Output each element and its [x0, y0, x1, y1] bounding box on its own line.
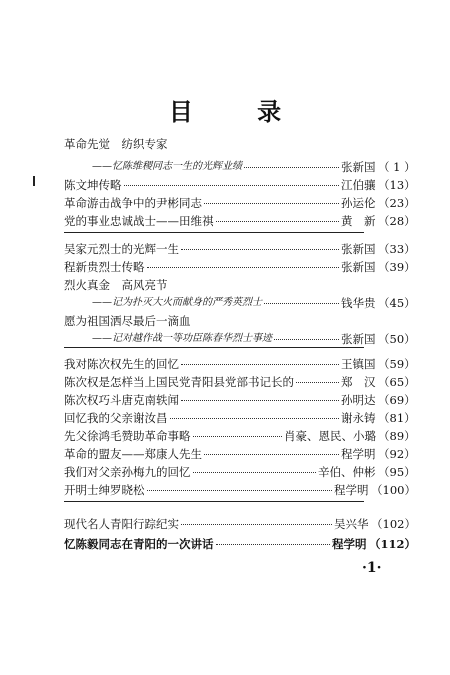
toc-entry — [0, 427, 450, 445]
toc-entry-title: 现代名人青阳行踪纪实 — [64, 517, 179, 531]
toc-entry-title: 我对陈次权先生的回忆 — [64, 357, 179, 371]
toc-entry-page: （112） — [369, 537, 417, 551]
toc-entry — [0, 276, 450, 294]
toc-entry-page: （102） — [371, 517, 416, 531]
toc-entry — [0, 258, 450, 276]
toc-entry-title: 党的事业忠诚战士——田维祺 — [64, 214, 214, 228]
toc-entry — [0, 355, 450, 373]
toc-entry-title: 陈次权巧斗唐克南轶闻 — [64, 393, 179, 407]
toc-entry-author: 王镇国 — [341, 357, 376, 371]
toc-entry-page: （ 1 ） — [378, 160, 416, 174]
toc-entry-title: 革命游击战争中的尹彬同志 — [64, 196, 202, 210]
dot-leader — [170, 418, 339, 419]
toc-entry-author: 程学明 — [332, 537, 367, 551]
toc-entry-page: （81） — [378, 411, 416, 425]
toc-entry-page: （50） — [378, 332, 416, 346]
toc-entry-title: 烈火真金 高风亮节 — [64, 278, 168, 292]
toc-entry-title: 忆陈毅同志在青阳的一次讲话 — [64, 537, 214, 551]
toc-entry-title: 革命先觉 纺织专家 — [64, 137, 168, 151]
dot-leader — [193, 472, 316, 473]
toc-entry-author: 张新国 — [341, 332, 376, 346]
dot-leader — [181, 400, 339, 401]
dot-leader — [296, 382, 339, 383]
toc-entry-page: （100） — [371, 483, 416, 497]
dot-leader — [147, 490, 332, 491]
toc-entry-title: 先父徐鸿毛赞助革命事略 — [64, 429, 191, 443]
dot-leader — [181, 364, 339, 365]
toc-entry-title: 陈次权是怎样当上国民党青阳县党部书记长的 — [64, 375, 294, 389]
toc-entry-page: （92） — [378, 447, 416, 461]
toc-entry-title: ——记为扑灭大火而献身的严秀英烈士 — [92, 297, 262, 308]
toc-entry-author: 郑 汉 — [341, 375, 376, 389]
toc-entry-page: （23） — [378, 196, 416, 210]
toc-entry — [0, 312, 450, 330]
toc-entry — [0, 330, 450, 348]
toc-entry — [0, 194, 450, 212]
section-divider — [64, 347, 364, 348]
toc-entry-page: （69） — [378, 393, 416, 407]
toc-entry-author: 江伯骧 — [341, 178, 376, 192]
toc-entry-author: 孙运伦 — [341, 196, 376, 210]
toc-entry — [0, 212, 450, 230]
toc-entry-page: （45） — [378, 296, 416, 310]
dot-leader — [193, 436, 282, 437]
toc-entry-title: 愿为祖国洒尽最后一滴血 — [64, 314, 191, 328]
toc-entry-page: （95） — [378, 465, 416, 479]
toc-entry-page: （89） — [378, 429, 416, 443]
toc-entry — [0, 391, 450, 409]
toc-entry-page: （33） — [378, 242, 416, 256]
page-number: ·1· — [362, 560, 382, 576]
dot-leader — [147, 267, 339, 268]
toc-entry-author: 张新国 — [341, 242, 376, 256]
dot-leader — [216, 221, 339, 222]
toc-entry — [0, 409, 450, 427]
toc-entry-page: （65） — [378, 375, 416, 389]
toc-entry — [0, 294, 450, 312]
section-divider — [64, 501, 364, 502]
toc-entry — [0, 158, 450, 176]
dot-leader — [181, 249, 339, 250]
toc-entry-page: （59） — [378, 357, 416, 371]
dot-leader — [204, 203, 339, 204]
toc-entry-author: 孙明达 — [341, 393, 376, 407]
toc-entry-author: 吴兴华 — [334, 517, 369, 531]
toc-entry-author: 谢永铸 — [341, 411, 376, 425]
toc-entry — [0, 135, 450, 153]
toc-entry — [0, 463, 450, 481]
toc-entry-author: 程学明 — [334, 483, 369, 497]
dot-leader — [204, 454, 339, 455]
toc-entry-title: 我们对父亲孙梅九的回忆 — [64, 465, 191, 479]
dot-leader — [216, 544, 330, 545]
dot-leader — [124, 185, 339, 186]
toc-entry-author: 黄 新 — [341, 214, 376, 228]
toc-entry-author: 钱华贵 — [341, 296, 376, 310]
toc-entry-page: （39） — [378, 260, 416, 274]
toc-entry — [0, 445, 450, 463]
page-title: 目 录 — [168, 97, 310, 126]
toc-entry-title: 开明士绅罗晓松 — [64, 483, 145, 497]
toc-entry — [0, 535, 450, 553]
toc-entry-title: 陈文坤传略 — [64, 178, 122, 192]
dot-leader — [264, 303, 339, 304]
section-divider — [64, 232, 364, 233]
toc-entry-title: ——记对越作战一等功臣陈春华烈士事迹 — [92, 333, 272, 344]
toc-entry-page: （13） — [378, 178, 416, 192]
dot-leader — [274, 339, 339, 340]
dot-leader — [181, 524, 332, 525]
toc-entry-title: ——忆陈维稷同志一生的光辉业绩 — [92, 161, 242, 172]
toc-entry-title: 程新贵烈士传略 — [64, 260, 145, 274]
toc-entry-title: 回忆我的父亲谢汝昌 — [64, 411, 168, 425]
toc-entry-author: 程学明 — [341, 447, 376, 461]
dot-leader — [244, 167, 339, 168]
toc-entry — [0, 373, 450, 391]
toc-entry-title: 吴家元烈士的光辉一生 — [64, 242, 179, 256]
toc-entry — [0, 515, 450, 533]
toc-entry-author: 张新国 — [341, 260, 376, 274]
toc-entry-author: 辛伯、仲彬 — [318, 465, 376, 479]
toc-entry-author: 张新国 — [341, 160, 376, 174]
toc-entry — [0, 240, 450, 258]
toc-entry-author: 肖豪、恩民、小璐 — [284, 429, 376, 443]
toc-entry — [0, 481, 450, 499]
toc-entry-page: （28） — [378, 214, 416, 228]
toc-entry — [0, 176, 450, 194]
toc-entry-title: 革命的盟友——郑康人先生 — [64, 447, 202, 461]
